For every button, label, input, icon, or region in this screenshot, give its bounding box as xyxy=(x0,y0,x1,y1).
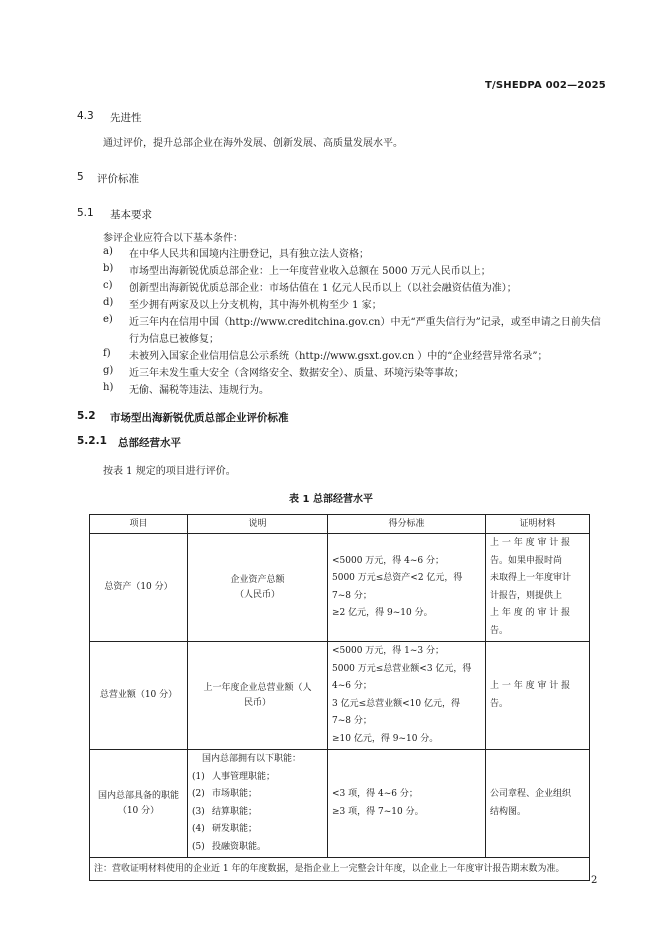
description-line: （人民币） xyxy=(234,589,280,600)
function-item xyxy=(192,786,323,804)
criteria-line: <3 项，得 4~6 分； xyxy=(332,789,418,799)
criteria-line: 7~8 分； xyxy=(332,590,372,601)
material-line: 告。 xyxy=(490,698,509,709)
section-5-2-1-number: 5.2.1 xyxy=(77,435,107,447)
function-text: 投融资职能。 xyxy=(212,841,267,852)
list-item-label: b) xyxy=(103,263,114,274)
list-item-label: d) xyxy=(103,297,114,308)
description-cell xyxy=(188,534,328,642)
table-header-row xyxy=(90,515,590,534)
table-header-cell: 说明 xyxy=(188,515,328,534)
list-item-text: 近三年未发生重大安全（含网络安全、数据安全）、质量、环境污染等事故； xyxy=(129,368,464,379)
criteria-cell xyxy=(328,750,486,858)
list-item-text: 创新型出海新锐优质总部企业：市场估值在 1 亿元人民币以上（以社会融资估值为准）； xyxy=(129,283,517,294)
section-5-1-intro: 参评企业应符合以下基本条件： xyxy=(103,233,243,244)
description-line: 企业资产总额 xyxy=(230,575,285,585)
table-row xyxy=(90,750,590,858)
criteria-line: ≥3 项，得 7~10 分。 xyxy=(332,806,424,817)
material-line: 上 一 年 度 审 计 报 xyxy=(490,681,571,691)
section-5-2-1-title: 总部经营水平 xyxy=(118,437,181,449)
item-line: 国内总部具备的职能 xyxy=(97,791,179,801)
standard-code: T/SHEDPA 002—2025 xyxy=(485,80,606,91)
list-item-text: 近三年内在信用中国（http://www.creditchina.gov.cn）中无“严重失信行为”记录，或至申请之日前失信行为信息已被修复； xyxy=(129,317,601,345)
section-4-3-body: 通过评价，提升总部企业在海外发展、创新发展、高质量发展水平。 xyxy=(103,138,403,149)
function-text: 人事管理职能； xyxy=(212,771,276,782)
list-item-text: 在中华人民共和国境内注册登记，具有独立法人资格； xyxy=(129,249,369,260)
table-row xyxy=(90,642,590,750)
function-number: (5) xyxy=(192,841,205,852)
criteria-line: ≥10 亿元，得 9~10 分。 xyxy=(332,733,439,744)
description-cell xyxy=(188,642,328,750)
item-cell xyxy=(90,750,188,858)
function-number: (3) xyxy=(192,806,205,817)
function-text: 研发职能； xyxy=(212,824,258,834)
material-line: 告。如果申报时尚 xyxy=(490,555,563,566)
material-line: 告。 xyxy=(490,625,509,636)
description-line: 国内总部拥有以下职能： xyxy=(202,754,302,764)
material-line: 结构图。 xyxy=(490,806,527,817)
criteria-line: 5000 万元≤总营业额<3 亿元，得 xyxy=(332,663,472,674)
function-text: 市场职能； xyxy=(212,789,258,799)
list-item-text: 未被列入国家企业信用信息公示系统（http://www.gsxt.gov.cn ）中的“企业经营异常名录”； xyxy=(129,351,548,362)
material-line: 上 一 年 度 审 计 报 xyxy=(490,538,571,548)
criteria-line: 5000 万元≤总资产<2 亿元，得 xyxy=(332,573,463,583)
section-5-1-number: 5.1 xyxy=(77,207,94,219)
table-note: 注：营收证明材料使用的企业近 1 年的年度数据，是指企业上一完整会计年度，以企业上一年度审计报告期末数为准。 xyxy=(90,858,590,881)
table-caption: 表 1 总部经营水平 xyxy=(289,494,373,505)
material-line: 未取得上一年度审计 xyxy=(490,573,572,583)
item-cell: 总营业额（10 分） xyxy=(90,642,188,750)
table-header-cell: 项目 xyxy=(90,515,188,534)
section-4-3-title: 先进性 xyxy=(110,112,142,124)
item-cell: 总资产（10 分） xyxy=(90,534,188,642)
list-item-label: h) xyxy=(103,382,114,393)
list-item-label: f) xyxy=(103,348,111,359)
section-5-2-title: 市场型出海新锐优质总部企业评价标准 xyxy=(110,412,289,424)
criteria-cell xyxy=(328,642,486,750)
section-5-1-title: 基本要求 xyxy=(110,209,152,221)
page-number: 2 xyxy=(591,875,598,886)
section-5-2-number: 5.2 xyxy=(77,410,96,422)
function-number: (4) xyxy=(192,824,205,834)
criteria-line: 7~8 分； xyxy=(332,716,372,726)
criteria-line: <5000 万元，得 1~3 分； xyxy=(332,646,445,656)
list-item-label: g) xyxy=(103,365,114,376)
table-note-row xyxy=(90,858,590,881)
material-cell xyxy=(486,750,590,858)
list-item-text: 市场型出海新锐优质总部企业：上一年度营业收入总额在 5000 万元人民币以上； xyxy=(129,266,491,277)
table-header-cell: 证明材料 xyxy=(486,515,590,534)
function-item xyxy=(192,839,323,857)
function-item xyxy=(192,804,323,822)
table-header-cell: 得分标准 xyxy=(328,515,486,534)
section-5-number: 5 xyxy=(77,171,84,183)
table-row xyxy=(90,534,590,642)
material-line: 公司章程、企业组织 xyxy=(490,789,572,799)
criteria-line: 3 亿元≤总营业额<10 亿元，得 xyxy=(332,698,460,709)
material-line: 上 年 度 的 审 计 报 xyxy=(490,608,571,618)
description-cell xyxy=(188,750,328,858)
material-cell xyxy=(486,534,590,642)
function-number: (1) xyxy=(192,771,205,782)
function-item xyxy=(192,821,323,839)
criteria-line: <5000 万元，得 4~6 分； xyxy=(332,555,445,566)
criteria-line: 4~6 分； xyxy=(332,681,372,691)
item-line: （10 分） xyxy=(117,805,160,816)
list-item-text: 无偷、漏税等违法、违规行为。 xyxy=(129,385,269,396)
function-text: 结算职能； xyxy=(212,806,258,817)
function-item xyxy=(192,769,323,787)
criteria-line: ≥2 亿元，得 9~10 分。 xyxy=(332,608,433,618)
material-line: 计报告，则提供上 xyxy=(490,590,563,601)
criteria-cell xyxy=(328,534,486,642)
section-5-title: 评价标准 xyxy=(97,173,139,185)
list-item-text: 至少拥有两家及以上分支机构，其中海外机构至少 1 家； xyxy=(129,300,382,311)
section-5-2-1-body: 按表 1 规定的项目进行评价。 xyxy=(103,466,236,477)
list-item-label: c) xyxy=(103,280,113,291)
list-item-label: a) xyxy=(103,246,113,257)
list-item-label: e) xyxy=(103,314,113,325)
description-line: 上一年度企业总营业额（人 xyxy=(203,683,312,693)
function-number: (2) xyxy=(192,789,205,799)
evaluation-table xyxy=(89,514,590,881)
section-4-3-number: 4.3 xyxy=(77,110,94,122)
description-line: 民币） xyxy=(243,697,271,708)
material-cell xyxy=(486,642,590,750)
